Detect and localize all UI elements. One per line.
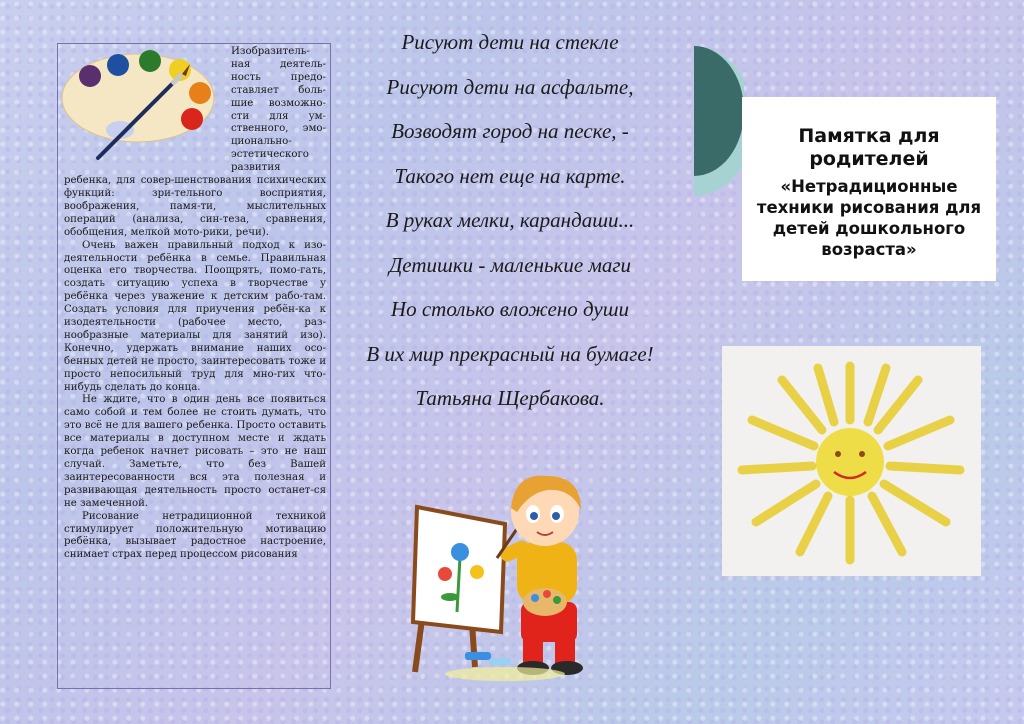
poem-line: Возводят город на песке, - xyxy=(391,119,629,143)
poem-line: В их мир прекрасный на бумаге! xyxy=(366,341,654,366)
poem-line: В руках мелки, карандаши... xyxy=(385,208,635,232)
poem-line: Рисуют дети на асфальте, xyxy=(386,74,634,99)
intro-paragraph: Изобразитель-ная деятель-ность предо-ставляет боль-шие возможно-сти для ум-ственного, эмо-ционально-эстетического развития ребенка, для совер-шенствования психических функций: зри-тельного восприятия, воображения, памя-ти, мыслительных операций (анализа, син-теза, сравнения, обобщения, мелкой мото-рики, речи). xyxy=(64,46,326,238)
child-painting-illustration xyxy=(405,462,617,682)
title-block xyxy=(742,97,996,281)
paragraph-nontraditional: Рисование нетрадиционной техникой стимулирует положительную мотивацию ребёнка, вызывает радостное настроение, снимает страх перед процессом рисования xyxy=(64,510,326,561)
poem-line: Рисуют дети на стекле xyxy=(401,30,619,54)
title-main: Памятка для родителей xyxy=(798,125,940,170)
paint-palette-image xyxy=(60,46,225,164)
poem-line: Но столько вложено души xyxy=(390,297,630,321)
article xyxy=(64,46,326,562)
poem-line: Детишки - маленькие маги xyxy=(388,252,632,277)
poem-author: Татьяна Щербакова. xyxy=(415,386,605,410)
sun-handprint-photo xyxy=(722,346,981,576)
paragraph-approach: Очень важен правильный подход к изо-деятельности ребёнка в семье. Правильная оценка его творчества. Поощрять, помо-гать, создать ситуацию успеха в творчестве у ребёнка через уважение к детским рабо-там. Создать условия для приучения ребён-ка к изодеятельности (рабочее место, раз-нообразные материалы для занятий изо). Конечно, удержать внимание наших осо-бенных детей не просто, заинтересовать тоже и просто непосильный труд для мно-гих что-нибудь сделать до конца. xyxy=(64,239,326,393)
decorative-half-circle xyxy=(694,46,744,196)
paragraph-dont-wait: Не ждите, что в один день все появиться само собой и тем более не стоить думать, что это всё не для вашего ребенка. Просто оставить все материалы в доступном месте и ждать когда ребенок начнет рисовать – это не наш случай. Заметьте, что без Вашей заинтересованности вся эта полезная и развивающая деятельность просто останет-ся не замеченной. xyxy=(64,394,326,509)
poem xyxy=(345,26,675,427)
poem-line: Такого нет еще на карте. xyxy=(394,163,626,188)
title-subtitle: «Нетрадиционные техники рисования для детей дошкольного возраста» xyxy=(756,177,982,259)
